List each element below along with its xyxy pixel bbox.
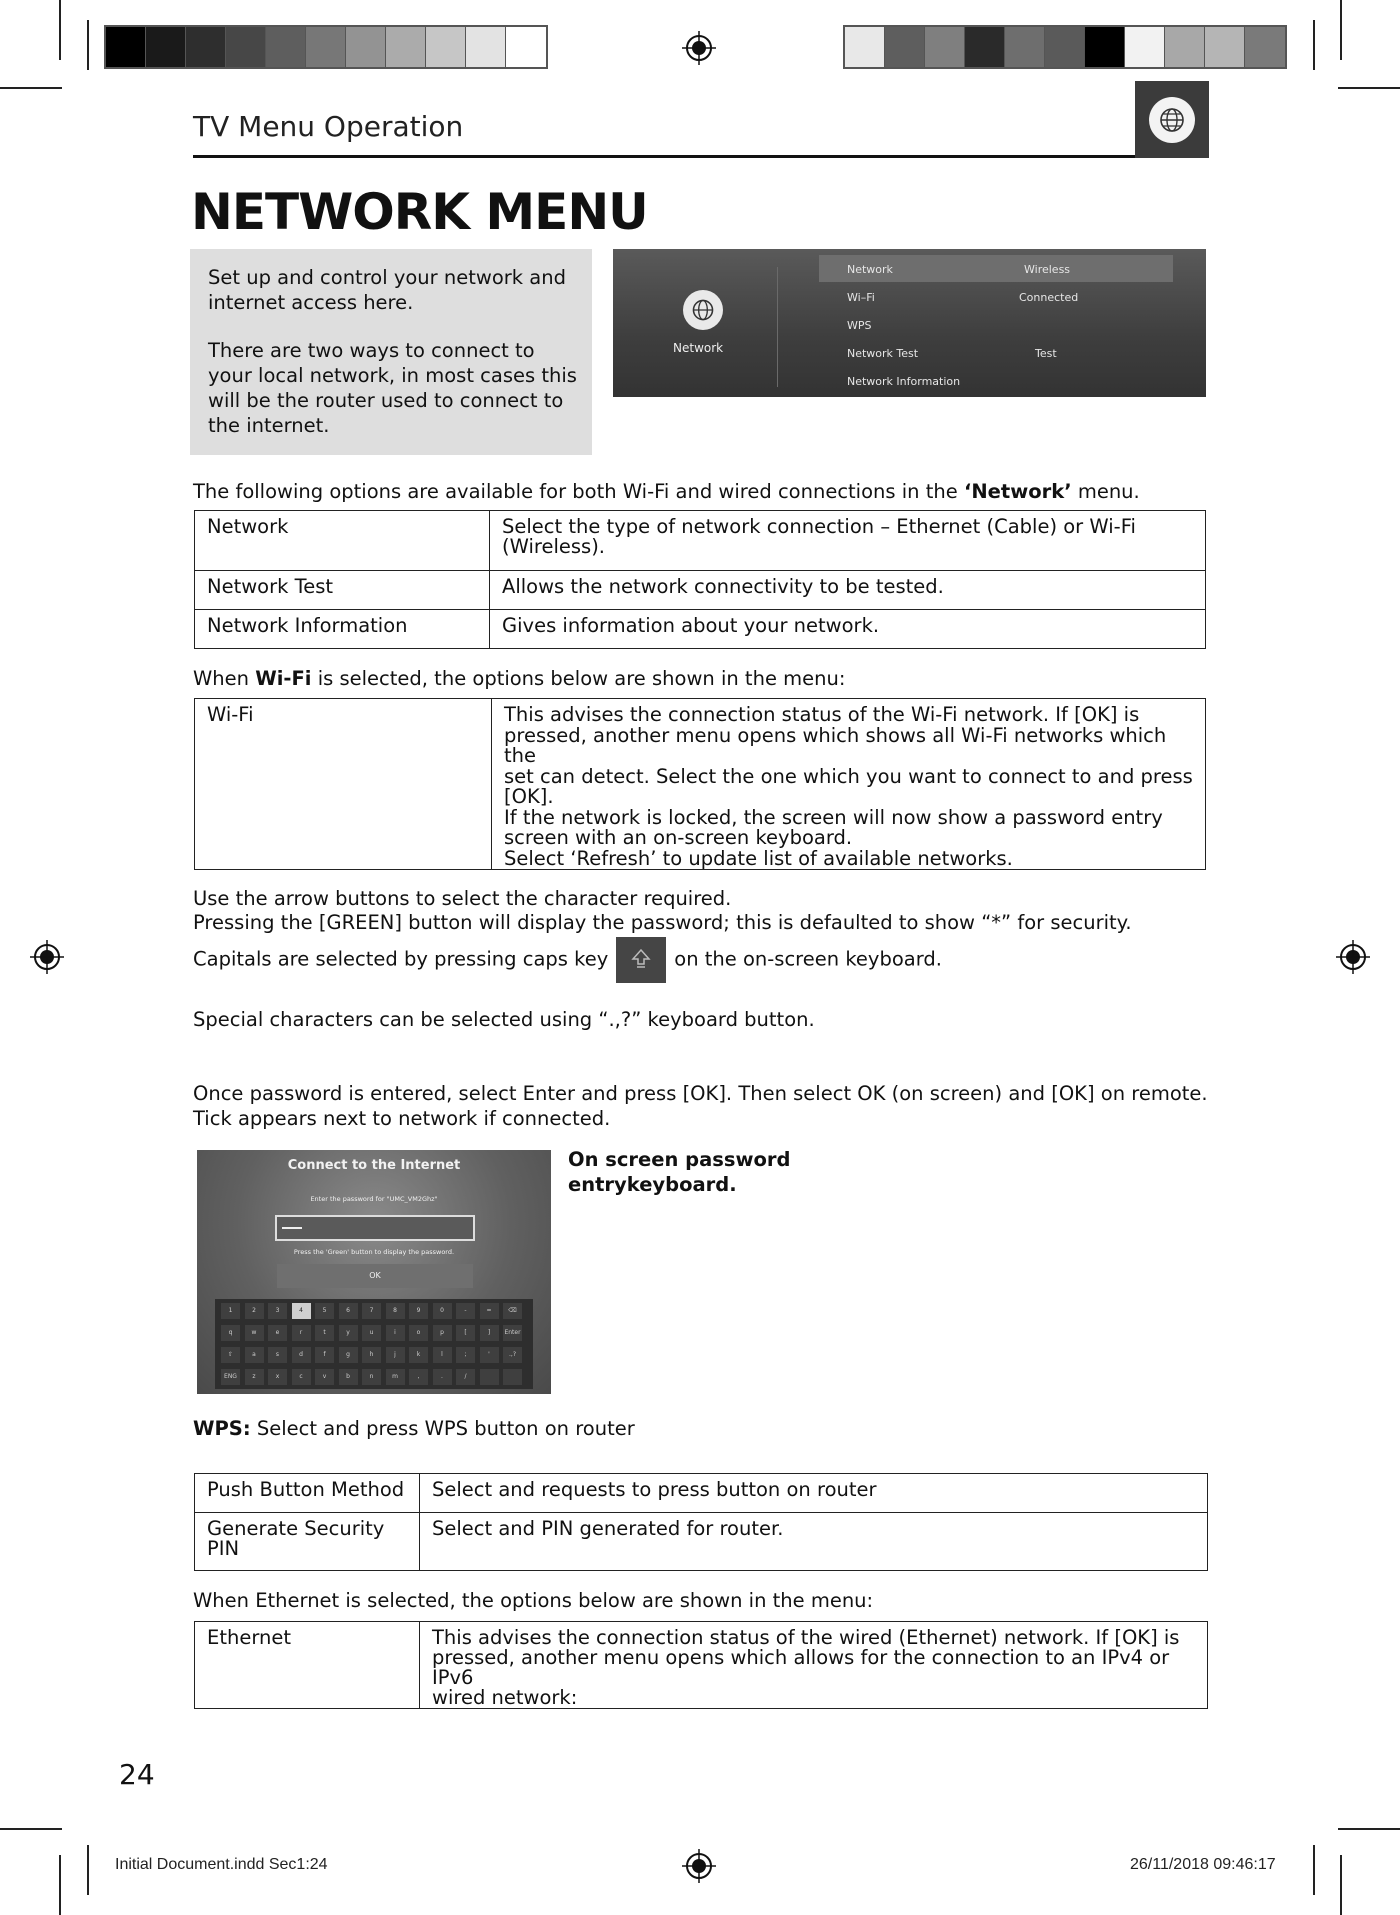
keyboard-key: ⌫: [503, 1303, 522, 1319]
crop-mark: [87, 1845, 89, 1895]
keyboard-key: j: [386, 1347, 405, 1363]
keyboard-key: f: [315, 1347, 334, 1363]
keyboard-key: 9: [409, 1303, 428, 1319]
keyboard-key: k: [409, 1347, 428, 1363]
green-instruction: Pressing the [GREEN] button will display the password; this is defaulted to show “*” for security.: [193, 911, 1132, 934]
calibration-swatch: [1245, 27, 1285, 67]
wifi-desc-line: pressed, another menu opens which shows all Wi-Fi networks which the: [504, 723, 1167, 767]
calibration-swatch: [106, 27, 146, 67]
keyboard-key: 3: [268, 1303, 287, 1319]
options-intro: [193, 479, 1140, 504]
wps-label: WPS:: [193, 1417, 251, 1440]
wifi-intro: [193, 666, 845, 691]
calibration-swatch: [506, 27, 546, 67]
calibration-swatch: [466, 27, 506, 67]
wifi-desc-line: [OK].: [504, 785, 554, 808]
dialog-title: Connect to the Internet: [287, 1158, 461, 1173]
options-table: [194, 510, 1206, 649]
menu-row-label: Network Test: [847, 347, 919, 360]
calibration-swatch: [845, 27, 885, 67]
ethernet-table: [194, 1621, 1208, 1709]
registration-mark-icon: [30, 940, 64, 974]
calibration-swatch: [186, 27, 226, 67]
keyboard-caption: [568, 1147, 790, 1197]
table-desc: Select the type of network connection – Ethernet (Cable) or Wi-Fi (Wireless).: [490, 511, 1206, 571]
table-row: [195, 511, 1206, 571]
enter-instruction: Once password is entered, select Enter and press [OK]. Then select OK (on screen) and [OK] on remote.: [193, 1082, 1208, 1105]
green-hint: Press the 'Green' button to display the password.: [293, 1248, 455, 1256]
wifi-desc-line: set can detect. Select the one which you want to connect to and press: [504, 764, 1193, 788]
crop-mark: [1313, 1845, 1315, 1895]
password-field: [275, 1215, 475, 1241]
table-term: Ethernet: [195, 1622, 420, 1709]
menu-row-label: Network Information: [847, 375, 961, 388]
table-term: [195, 1513, 420, 1571]
keyboard-key: p: [433, 1325, 452, 1341]
intro-paragraph: Set up and control your network and internet access here.: [208, 266, 566, 314]
keyboard-key: 4: [292, 1303, 311, 1319]
calibration-swatch: [885, 27, 925, 67]
keyboard-key: ': [480, 1347, 499, 1363]
section-title: TV Menu Operation: [193, 110, 464, 143]
wps-table: [194, 1473, 1208, 1571]
crop-mark: [1338, 87, 1400, 89]
keyboard-key: .,?: [503, 1347, 522, 1363]
calibration-swatch: [1085, 27, 1125, 67]
keyboard-key: 7: [362, 1303, 381, 1319]
options-intro-text: menu.: [1071, 480, 1140, 503]
wifi-intro-bold: Wi-Fi: [255, 667, 312, 690]
registration-mark-icon: [1336, 940, 1370, 974]
keyboard-key: [503, 1369, 522, 1385]
keyboard-key: i: [386, 1325, 405, 1341]
calibration-swatch: [1045, 27, 1085, 67]
wifi-intro-text: is selected, the options below are shown in the menu:: [311, 667, 846, 690]
calibration-swatch: [306, 27, 346, 67]
ethernet-desc-line: pressed, another menu opens which allows for the connection to an IPv4 or IPv6: [432, 1646, 1170, 1689]
keyboard-key: [480, 1369, 499, 1385]
globe-icon: [1157, 105, 1187, 135]
keyboard-key: e: [268, 1325, 287, 1341]
table-row: [195, 571, 1206, 610]
password-prompt: Enter the password for "UMC_VM2Ghz": [310, 1195, 438, 1203]
crop-mark: [1340, 1855, 1342, 1915]
table-row: [195, 1622, 1208, 1709]
table-term: Wi-Fi: [195, 699, 492, 870]
keyboard-key: r: [292, 1325, 311, 1341]
keyboard-key: q: [221, 1325, 240, 1341]
keyboard-key: z: [245, 1369, 264, 1385]
menu-row-label: WPS: [847, 319, 872, 332]
calibration-swatch: [1165, 27, 1205, 67]
table-term: Network: [195, 511, 490, 571]
keyboard-key: c: [292, 1369, 311, 1385]
table-term: Network Information: [195, 610, 490, 649]
keyboard-key: Enter: [503, 1325, 522, 1341]
crop-mark: [1338, 1828, 1400, 1830]
table-desc: [492, 699, 1206, 870]
table-row: [195, 1474, 1208, 1513]
table-desc: [420, 1622, 1208, 1709]
keyboard-key: a: [245, 1347, 264, 1363]
keyboard-key: b: [339, 1369, 358, 1385]
keyboard-key: ENG: [221, 1369, 240, 1385]
network-globe-icon: [683, 290, 723, 330]
menu-row-value: Connected: [1019, 291, 1079, 304]
keyboard-key: 6: [339, 1303, 358, 1319]
calibration-bar-right: [843, 25, 1287, 69]
wifi-intro-text: When: [193, 667, 256, 690]
intro-paragraph: There are two ways to connect to your local network, in most cases this will be the router used to connect to the internet.: [208, 339, 577, 437]
table-row: [195, 1513, 1208, 1571]
keyboard-key: 5: [315, 1303, 334, 1319]
registration-mark-icon: [682, 1849, 716, 1883]
calibration-swatch: [266, 27, 306, 67]
options-intro-text: The following options are available for both Wi-Fi and wired connections in the: [193, 480, 964, 503]
table-desc: Select and requests to press button on router: [420, 1474, 1208, 1513]
wifi-desc-line: screen with an on-screen keyboard.: [504, 826, 853, 849]
keyboard-key: -: [456, 1303, 475, 1319]
menu-divider: [777, 267, 778, 387]
table-row: [195, 699, 1206, 870]
caps-instruction: [193, 937, 942, 983]
caps-text: on the on-screen keyboard.: [674, 947, 942, 971]
table-term: Push Button Method: [195, 1474, 420, 1513]
caption-line: On screen password: [568, 1148, 791, 1171]
keyboard-key: m: [386, 1369, 405, 1385]
calibration-swatch: [1125, 27, 1165, 67]
caption-line: entrykeyboard.: [568, 1173, 737, 1196]
crop-mark: [0, 87, 62, 89]
menu-row-label: Wi–Fi: [847, 291, 875, 304]
footer-file: Initial Document.indd Sec1:24: [115, 1856, 328, 1873]
calibration-swatch: [925, 27, 965, 67]
ethernet-desc-line: wired network:: [432, 1686, 578, 1709]
wifi-desc-line: Select ‘Refresh’ to update list of available networks.: [504, 846, 1013, 870]
calibration-bar-left: [104, 25, 548, 69]
crop-mark: [1313, 20, 1315, 70]
keyboard-key: ⇧: [221, 1347, 240, 1363]
keyboard-key: .: [433, 1369, 452, 1385]
keyboard-key: 8: [386, 1303, 405, 1319]
crop-mark: [87, 20, 89, 70]
keyboard-key: /: [456, 1369, 475, 1385]
ok-button: OK: [277, 1264, 473, 1288]
keyboard-key: ;: [456, 1347, 475, 1363]
calibration-swatch: [146, 27, 186, 67]
calibration-swatch: [1205, 27, 1245, 67]
wifi-desc-line: This advises the connection status of the Wi-Fi network. If [OK] is: [504, 703, 1140, 726]
registration-mark-icon: [682, 31, 716, 65]
keyboard-key: n: [362, 1369, 381, 1385]
keyboard-key: 2: [245, 1303, 264, 1319]
term-line: Generate Security: [207, 1517, 385, 1540]
caps-text: Capitals are selected by pressing caps key: [193, 947, 609, 971]
keyboard-key: [: [456, 1325, 475, 1341]
intro-box: [190, 249, 592, 455]
keyboard-key: 1: [221, 1303, 240, 1319]
keyboard-key: w: [245, 1325, 264, 1341]
wifi-desc-line: If the network is locked, the screen will now show a password entry: [504, 805, 1163, 829]
table-desc: Allows the network connectivity to be tested.: [490, 571, 1206, 610]
wifi-table: [194, 698, 1206, 870]
menu-category-label: Network: [673, 341, 724, 355]
network-menu-screenshot: [613, 249, 1206, 397]
tick-instruction: Tick appears next to network if connected.: [193, 1107, 611, 1130]
footer-date: 26/11/2018 09:46:17: [1130, 1856, 1276, 1873]
menu-row-value: Wireless: [1024, 263, 1071, 276]
caps-key-icon: [616, 937, 666, 983]
crop-mark: [59, 0, 61, 60]
options-intro-bold: ‘Network’: [963, 480, 1072, 503]
keyboard-key: s: [268, 1347, 287, 1363]
special-instruction: Special characters can be selected using “.,?” keyboard button.: [193, 1008, 815, 1031]
keyboard-key: y: [339, 1325, 358, 1341]
keyboard-screenshot: [197, 1150, 551, 1394]
calibration-swatch: [426, 27, 466, 67]
keyboard-key: g: [339, 1347, 358, 1363]
crop-mark: [0, 1828, 62, 1830]
keyboard-key: =: [480, 1303, 499, 1319]
keyboard-key: d: [292, 1347, 311, 1363]
keyboard-key: 0: [433, 1303, 452, 1319]
keyboard-key: h: [362, 1347, 381, 1363]
header-rule: [193, 155, 1208, 158]
table-desc: Gives information about your network.: [490, 610, 1206, 649]
term-line: PIN: [207, 1537, 240, 1560]
calibration-swatch: [1005, 27, 1045, 67]
crop-mark: [1340, 0, 1342, 60]
page-title: NETWORK MENU: [191, 183, 648, 241]
on-screen-keyboard: [215, 1299, 533, 1389]
keyboard-key: l: [433, 1347, 452, 1363]
keyboard-key: ,: [409, 1369, 428, 1385]
page-number: 24: [119, 1758, 155, 1791]
table-term: Network Test: [195, 571, 490, 610]
keyboard-key: u: [362, 1325, 381, 1341]
keyboard-key: x: [268, 1369, 287, 1385]
ethernet-desc-line: This advises the connection status of the wired (Ethernet) network. If [OK] is: [432, 1626, 1180, 1649]
table-row: [195, 610, 1206, 649]
menu-row-label: Network: [847, 263, 893, 276]
wps-text: Select and press WPS button on router: [250, 1417, 635, 1440]
crop-mark: [59, 1855, 61, 1915]
arrow-instruction: Use the arrow buttons to select the character required.: [193, 887, 732, 910]
keyboard-key: ]: [480, 1325, 499, 1341]
wps-intro: [193, 1416, 635, 1441]
calibration-swatch: [346, 27, 386, 67]
section-icon-tab: [1135, 81, 1209, 158]
keyboard-key: v: [315, 1369, 334, 1385]
ethernet-intro: When Ethernet is selected, the options below are shown in the menu:: [193, 1589, 874, 1612]
keyboard-key: o: [409, 1325, 428, 1341]
calibration-swatch: [226, 27, 266, 67]
keyboard-key: t: [315, 1325, 334, 1341]
calibration-swatch: [386, 27, 426, 67]
calibration-swatch: [965, 27, 1005, 67]
menu-row-value: Test: [1035, 347, 1057, 360]
table-desc: Select and PIN generated for router.: [420, 1513, 1208, 1571]
